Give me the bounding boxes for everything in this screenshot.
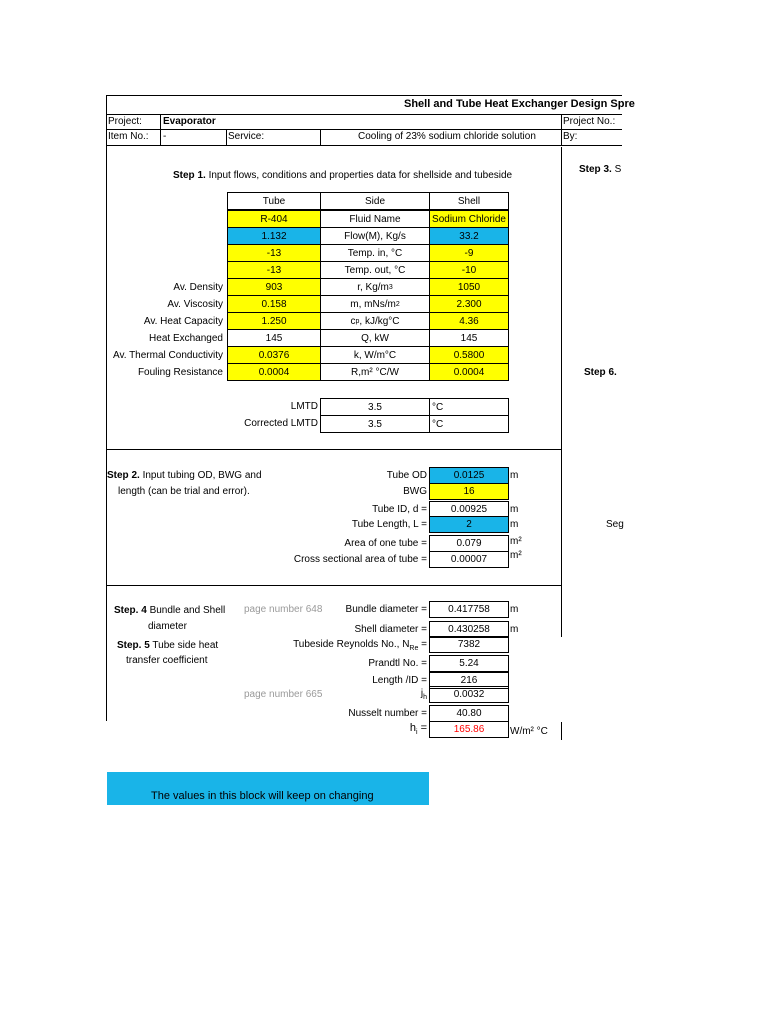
side-viscosity bbox=[320, 295, 430, 313]
corrected-lmtd-unit: °C bbox=[429, 415, 509, 433]
shell-temp-in[interactable]: -9 bbox=[429, 244, 509, 262]
step4-text1: Bundle and Shell bbox=[149, 605, 226, 616]
tube-od-unit: m bbox=[510, 470, 519, 481]
step4-text2: diameter bbox=[148, 621, 187, 632]
side-temp-out: Temp. out, °C bbox=[320, 261, 430, 279]
col-header-side: Side bbox=[320, 192, 430, 210]
shell-thermal-conductivity[interactable]: 0.5800 bbox=[429, 346, 509, 364]
hi-value: 165.86 bbox=[429, 721, 509, 738]
side-flow: Flow(M), Kg/s bbox=[320, 227, 430, 245]
side-thermal-conductivity: k, W/m°C bbox=[320, 346, 430, 364]
side-viscosity-text: m, mNs/m bbox=[350, 298, 396, 310]
cross-section-label: Cross sectional area of tube = bbox=[293, 554, 427, 565]
service-value[interactable]: Cooling of 23% sodium chloride solution bbox=[358, 131, 536, 142]
section-divider-2 bbox=[106, 585, 562, 586]
reynolds-label bbox=[293, 639, 427, 652]
shell-viscosity[interactable]: 2.300 bbox=[429, 295, 509, 313]
shell-temp-out[interactable]: -10 bbox=[429, 261, 509, 279]
shell-diameter-unit: m bbox=[510, 624, 519, 635]
jh-label-text: j bbox=[420, 688, 424, 699]
side-density-sup: 3 bbox=[388, 283, 393, 291]
tube-temp-in[interactable]: -13 bbox=[227, 244, 321, 262]
tube-temp-out[interactable]: -13 bbox=[227, 261, 321, 279]
side-heat-capacity-sub: p bbox=[355, 317, 360, 325]
header-line-1 bbox=[106, 114, 622, 115]
tube-length-value[interactable]: 2 bbox=[429, 516, 509, 533]
reynolds-label-eq: = bbox=[418, 639, 427, 650]
prandtl-value: 5.24 bbox=[429, 655, 509, 672]
frame-left-border bbox=[106, 95, 107, 721]
row-label-viscosity: Av. Viscosity bbox=[167, 299, 223, 310]
bundle-diameter-label: Bundle diameter = bbox=[345, 604, 427, 615]
tube-density[interactable]: 903 bbox=[227, 278, 321, 296]
shell-diameter-label: Shell diameter = bbox=[354, 624, 427, 635]
shell-fouling[interactable]: 0.0004 bbox=[429, 363, 509, 381]
jh-value: 0.0032 bbox=[429, 686, 509, 703]
row-label-heat-capacity: Av. Heat Capacity bbox=[143, 316, 223, 327]
step3-heading-line bbox=[579, 164, 621, 175]
hi-label-eq: = bbox=[417, 722, 427, 734]
by-label: By: bbox=[563, 131, 578, 142]
step3-text: S bbox=[614, 164, 622, 175]
frame-top-border bbox=[106, 95, 622, 96]
tube-heat-capacity[interactable]: 1.250 bbox=[227, 312, 321, 330]
side-heat-capacity bbox=[320, 312, 430, 330]
area-one-tube-label: Area of one tube = bbox=[344, 538, 427, 549]
page-ref-665: page number 665 bbox=[244, 689, 323, 700]
shell-fluid-name[interactable]: Sodium Chloride bbox=[429, 210, 509, 228]
step5-text2: transfer coefficient bbox=[126, 655, 208, 666]
nusselt-value: 40.80 bbox=[429, 705, 509, 722]
reynolds-label-sub: Re bbox=[409, 645, 419, 652]
step5-text-line1 bbox=[117, 640, 218, 651]
reynolds-value: 7382 bbox=[429, 636, 509, 653]
note-text: The values in this block will keep on changing bbox=[151, 790, 374, 802]
lmtd-label: LMTD bbox=[290, 401, 318, 412]
service-label: Service: bbox=[228, 131, 265, 142]
row-label-heat-exchanged: Heat Exchanged bbox=[149, 333, 223, 344]
header-sep-b bbox=[561, 114, 562, 145]
side-fouling: R,m² °C/W bbox=[320, 363, 430, 381]
lmtd-unit: °C bbox=[429, 398, 509, 416]
tube-id-value: 0.00925 bbox=[429, 501, 509, 518]
col-header-tube: Tube bbox=[227, 192, 321, 210]
shell-diameter-value: 0.430258 bbox=[429, 621, 509, 638]
jh-label bbox=[421, 688, 427, 701]
reynolds-label-text: Tubeside Reynolds No., N bbox=[293, 639, 410, 650]
item-no-value[interactable]: - bbox=[163, 131, 167, 142]
bundle-diameter-value: 0.417758 bbox=[429, 601, 509, 618]
step2-heading: Step 2. bbox=[107, 470, 140, 481]
item-no-label: Item No.: bbox=[108, 131, 149, 142]
side-density bbox=[320, 278, 430, 296]
prandtl-label: Prandtl No. = bbox=[368, 658, 427, 669]
step3-heading: Step 3. bbox=[579, 164, 612, 175]
row-label-density: Av. Density bbox=[173, 282, 223, 293]
area-one-tube-unit: m² bbox=[510, 536, 522, 547]
side-density-text: r, Kg/m bbox=[357, 281, 389, 293]
project-no-label: Project No.: bbox=[563, 116, 616, 127]
note-block bbox=[107, 772, 429, 805]
nusselt-label: Nusselt number = bbox=[348, 708, 427, 719]
side-temp-in: Temp. in, °C bbox=[320, 244, 430, 262]
tube-viscosity[interactable]: 0.158 bbox=[227, 295, 321, 313]
side-heat-capacity-rest: , kJ/kg°C bbox=[359, 315, 400, 327]
tube-od-label: Tube OD bbox=[386, 470, 427, 481]
shell-flow[interactable]: 33.2 bbox=[429, 227, 509, 245]
tube-thermal-conductivity[interactable]: 0.0376 bbox=[227, 346, 321, 364]
header-line-2 bbox=[106, 129, 622, 130]
corrected-lmtd-label: Corrected LMTD bbox=[244, 418, 318, 429]
tube-flow[interactable]: 1.132 bbox=[227, 227, 321, 245]
seg-text: Seg bbox=[606, 519, 624, 530]
shell-density[interactable]: 1050 bbox=[429, 278, 509, 296]
header-sep-c bbox=[226, 129, 227, 145]
side-heat-capacity-text: c bbox=[350, 315, 356, 327]
header-sep-d bbox=[320, 129, 321, 145]
corrected-lmtd-value: 3.5 bbox=[320, 415, 430, 433]
hi-label bbox=[410, 722, 427, 736]
bundle-diameter-unit: m bbox=[510, 604, 519, 615]
header-line-3 bbox=[106, 145, 622, 146]
step2-text-line1 bbox=[107, 470, 262, 481]
hi-label-text: h bbox=[409, 722, 416, 734]
col-header-shell: Shell bbox=[429, 192, 509, 210]
length-id-label: Length /ID = bbox=[372, 675, 427, 686]
page-ref-648: page number 648 bbox=[244, 604, 323, 615]
step1-text: Input flows, conditions and properties data for shellside and tubeside bbox=[208, 170, 513, 181]
step4-heading: Step. 4 bbox=[114, 605, 147, 616]
header-sep-a bbox=[160, 114, 161, 145]
jh-label-sub: h bbox=[423, 694, 427, 701]
side-viscosity-sup: 2 bbox=[395, 300, 400, 308]
frame-right-border-lower bbox=[561, 722, 562, 740]
cross-section-value: 0.00007 bbox=[429, 551, 509, 568]
step1-heading: Step 1. bbox=[173, 170, 206, 181]
step2-text1: Input tubing OD, BWG and bbox=[142, 470, 262, 481]
tube-id-label: Tube ID, d = bbox=[372, 504, 427, 515]
tube-od-value[interactable]: 0.0125 bbox=[429, 467, 509, 484]
step5-heading: Step. 5 bbox=[117, 640, 150, 651]
sheet-title: Shell and Tube Heat Exchanger Design Spre bbox=[404, 98, 635, 110]
row-label-thermal-conductivity: Av. Thermal Conductivity bbox=[112, 350, 223, 361]
project-value[interactable]: Evaporator bbox=[163, 116, 216, 127]
cross-section-unit: m² bbox=[510, 550, 522, 561]
hi-label-sub: i bbox=[415, 729, 418, 737]
side-fluid-name: Fluid Name bbox=[320, 210, 430, 228]
row-label-fouling: Fouling Resistance bbox=[137, 367, 223, 378]
lmtd-value: 3.5 bbox=[320, 398, 430, 416]
project-label: Project: bbox=[108, 116, 142, 127]
hi-unit: W/m² °C bbox=[510, 726, 548, 737]
step2-text2: length (can be trial and error). bbox=[118, 486, 250, 497]
side-heat-exchanged: Q, kW bbox=[320, 329, 430, 347]
tube-fouling[interactable]: 0.0004 bbox=[227, 363, 321, 381]
step5-text1: Tube side heat bbox=[152, 640, 219, 651]
tube-length-label: Tube Length, L = bbox=[351, 519, 427, 530]
shell-heat-exchanged: 145 bbox=[429, 329, 509, 347]
step6-heading: Step 6. bbox=[584, 367, 617, 378]
step1-heading-line bbox=[173, 170, 512, 181]
shell-heat-capacity[interactable]: 4.36 bbox=[429, 312, 509, 330]
area-one-tube-value: 0.079 bbox=[429, 535, 509, 552]
tube-fluid-name[interactable]: R-404 bbox=[227, 210, 321, 228]
bwg-value[interactable]: 16 bbox=[429, 483, 509, 500]
tube-id-unit: m bbox=[510, 504, 519, 515]
bwg-label: BWG bbox=[403, 486, 427, 497]
frame-right-border bbox=[561, 147, 562, 637]
tube-length-unit: m bbox=[510, 519, 519, 530]
step4-text-line1 bbox=[114, 605, 225, 616]
section-divider-1 bbox=[106, 449, 562, 450]
tube-heat-exchanged: 145 bbox=[227, 329, 321, 347]
length-id-value: 216 bbox=[429, 672, 509, 689]
